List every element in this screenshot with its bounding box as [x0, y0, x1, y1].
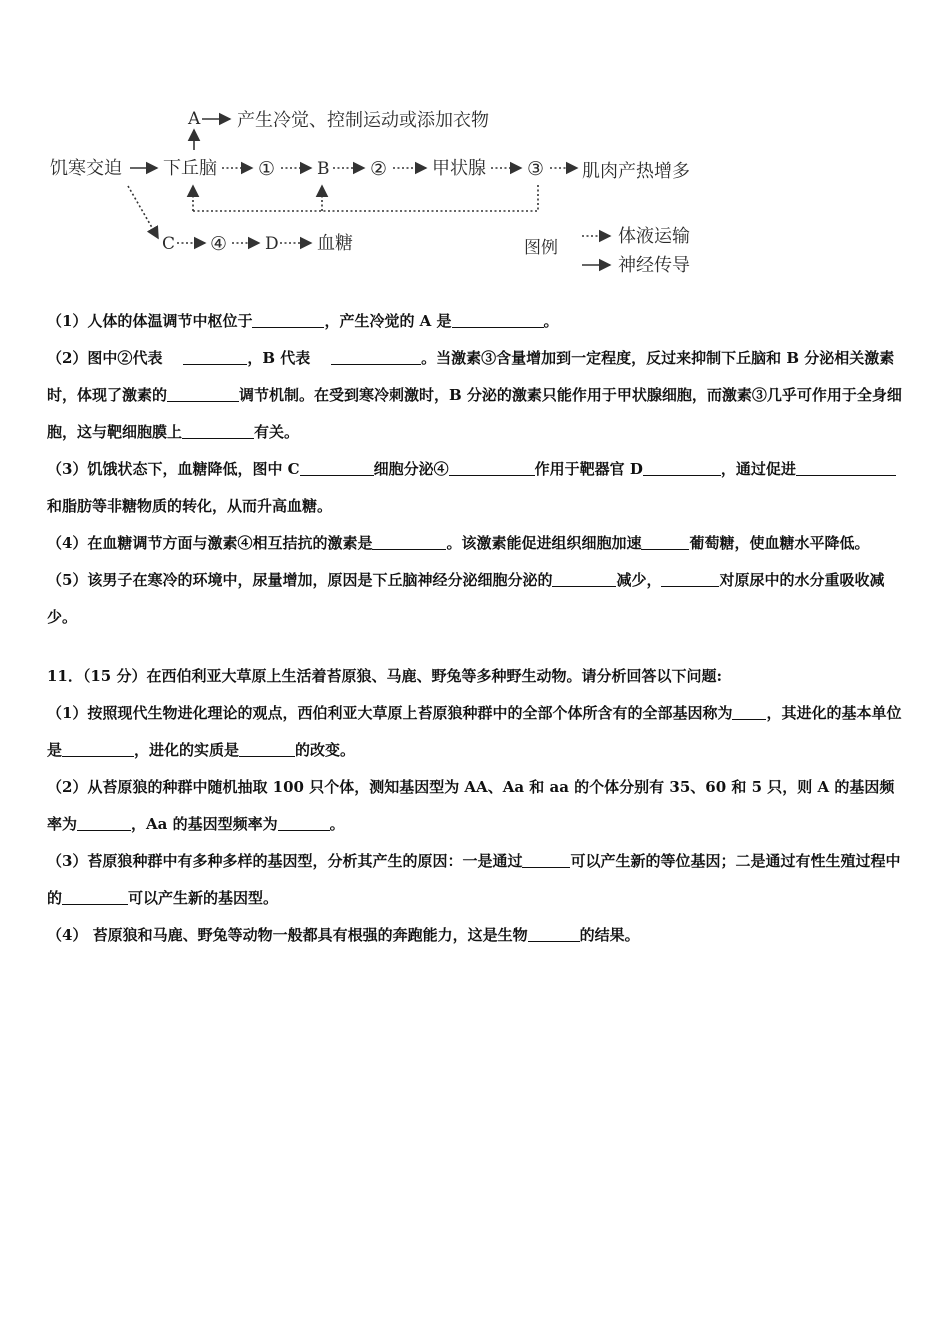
a-effect: 产生冷觉、控制运动或添加衣物 — [237, 110, 489, 131]
answer-blank[interactable] — [252, 313, 324, 328]
hormone-regulation-diagram — [0, 0, 950, 300]
q11-part-1: （1）按照现代生物进化理论的观点，西伯利亚大草原上苔原狼种群中的全部个体所含有的全部基因称为 ，其进化的基本单位是 ，进化的实质是 的改变。 — [47, 704, 902, 759]
thyroid-label: 甲状腺 — [432, 158, 486, 179]
node-b: B — [317, 159, 330, 179]
answer-blank[interactable] — [182, 424, 254, 439]
answer-blank[interactable] — [62, 742, 134, 757]
q11-part-4: （4） 苔原狼和马鹿、野兔等动物一般都具有根强的奔跑能力，这是生物 的结果。 — [47, 926, 640, 944]
q11-heading: 11．（15 分）在西伯利亚大草原上生活着苔原狼、马鹿、野兔等多种野生动物。请分析回答以下问题: — [47, 667, 723, 685]
cause-label: 饥寒交迫 — [50, 158, 122, 179]
question-10 — [47, 303, 909, 636]
muscle-effect-label: 肌肉产热增多 — [582, 161, 690, 182]
circle-2-label: ② — [370, 158, 388, 180]
node-c: C — [162, 234, 176, 254]
answer-blank[interactable] — [239, 742, 295, 757]
answer-blank[interactable] — [552, 572, 616, 587]
q10-part-1: （1）人体的体温调节中枢位于 ，产生冷觉的 A 是 。 — [47, 312, 559, 330]
feedback-line — [193, 185, 538, 211]
q10-part-5: （5）该男子在寒冷的环境中，尿量增加，原因是下丘脑神经分泌细胞分泌的 减少， 对原尿中的水分重吸收减少。 — [47, 571, 885, 626]
node-d: D — [265, 234, 279, 254]
q10-part-2: （2）图中②代表 ，B 代表 。当激素③含量增加到一定程度，反过来抑制下丘脑和 B 分泌相关激素时，体现了激素的 调节机制。在受到寒冷刺激时，B 分泌的激素只能作用于甲状腺细胞，而激素③几乎可作用于全身细胞，这与靶细胞膜上 有关。 — [47, 349, 902, 441]
answer-blank[interactable] — [452, 313, 544, 328]
circle-3-label: ③ — [527, 158, 545, 180]
hypothalamus-label: 下丘脑 — [163, 158, 217, 179]
q10-part-4: （4）在血糖调节方面与激素④相互拮抗的激素是 。该激素能促进组织细胞加速 葡萄糖，使血糖水平降低。 — [47, 534, 870, 552]
answer-blank[interactable] — [372, 535, 446, 550]
answer-blank[interactable] — [528, 927, 580, 942]
answer-blank[interactable] — [183, 350, 247, 365]
answer-blank[interactable] — [449, 461, 535, 476]
circle-1-label: ① — [258, 158, 276, 180]
answer-blank[interactable] — [300, 461, 374, 476]
answer-blank[interactable] — [62, 890, 128, 905]
answer-blank[interactable] — [641, 535, 689, 550]
fluid-arrow-cause-c — [128, 186, 158, 238]
q11-part-3: （3）苔原狼种群中有多种多样的基因型，分析其产生的原因：一是通过 可以产生新的等位基因；二是通过有性生殖过程中的 可以产生新的基因型。 — [47, 852, 901, 907]
answer-blank[interactable] — [522, 853, 570, 868]
answer-blank[interactable] — [331, 350, 421, 365]
answer-blank[interactable] — [167, 387, 239, 402]
q10-part-3: （3）饥饿状态下，血糖降低，图中 C 细胞分泌④ 作用于靶器官 D ，通过促进和脂肪等非糖物质的转化，从而升高血糖。 — [47, 451, 909, 525]
node-a: A — [188, 109, 201, 129]
answer-blank[interactable] — [732, 705, 766, 720]
blood-sugar-label: 血糖 — [317, 233, 353, 254]
answer-blank[interactable] — [77, 816, 131, 831]
legend-title: 图例 — [524, 238, 558, 258]
answer-blank[interactable] — [643, 461, 721, 476]
question-11 — [47, 658, 909, 954]
answer-blank[interactable] — [278, 816, 330, 831]
answer-blank[interactable] — [661, 572, 719, 587]
legend-fluid-label: 体液运输 — [618, 226, 690, 247]
circle-4-label: ④ — [210, 233, 228, 255]
answer-blank[interactable] — [796, 461, 896, 476]
legend-nerve-label: 神经传导 — [618, 255, 690, 276]
q11-part-2: （2）从苔原狼的种群中随机抽取 100 只个体，测知基因型为 AA、Aa 和 aa 的个体分别有 35、60 和 5 只，则 A 的基因频率为 ，Aa 的基因型频率为 。 — [47, 778, 895, 833]
